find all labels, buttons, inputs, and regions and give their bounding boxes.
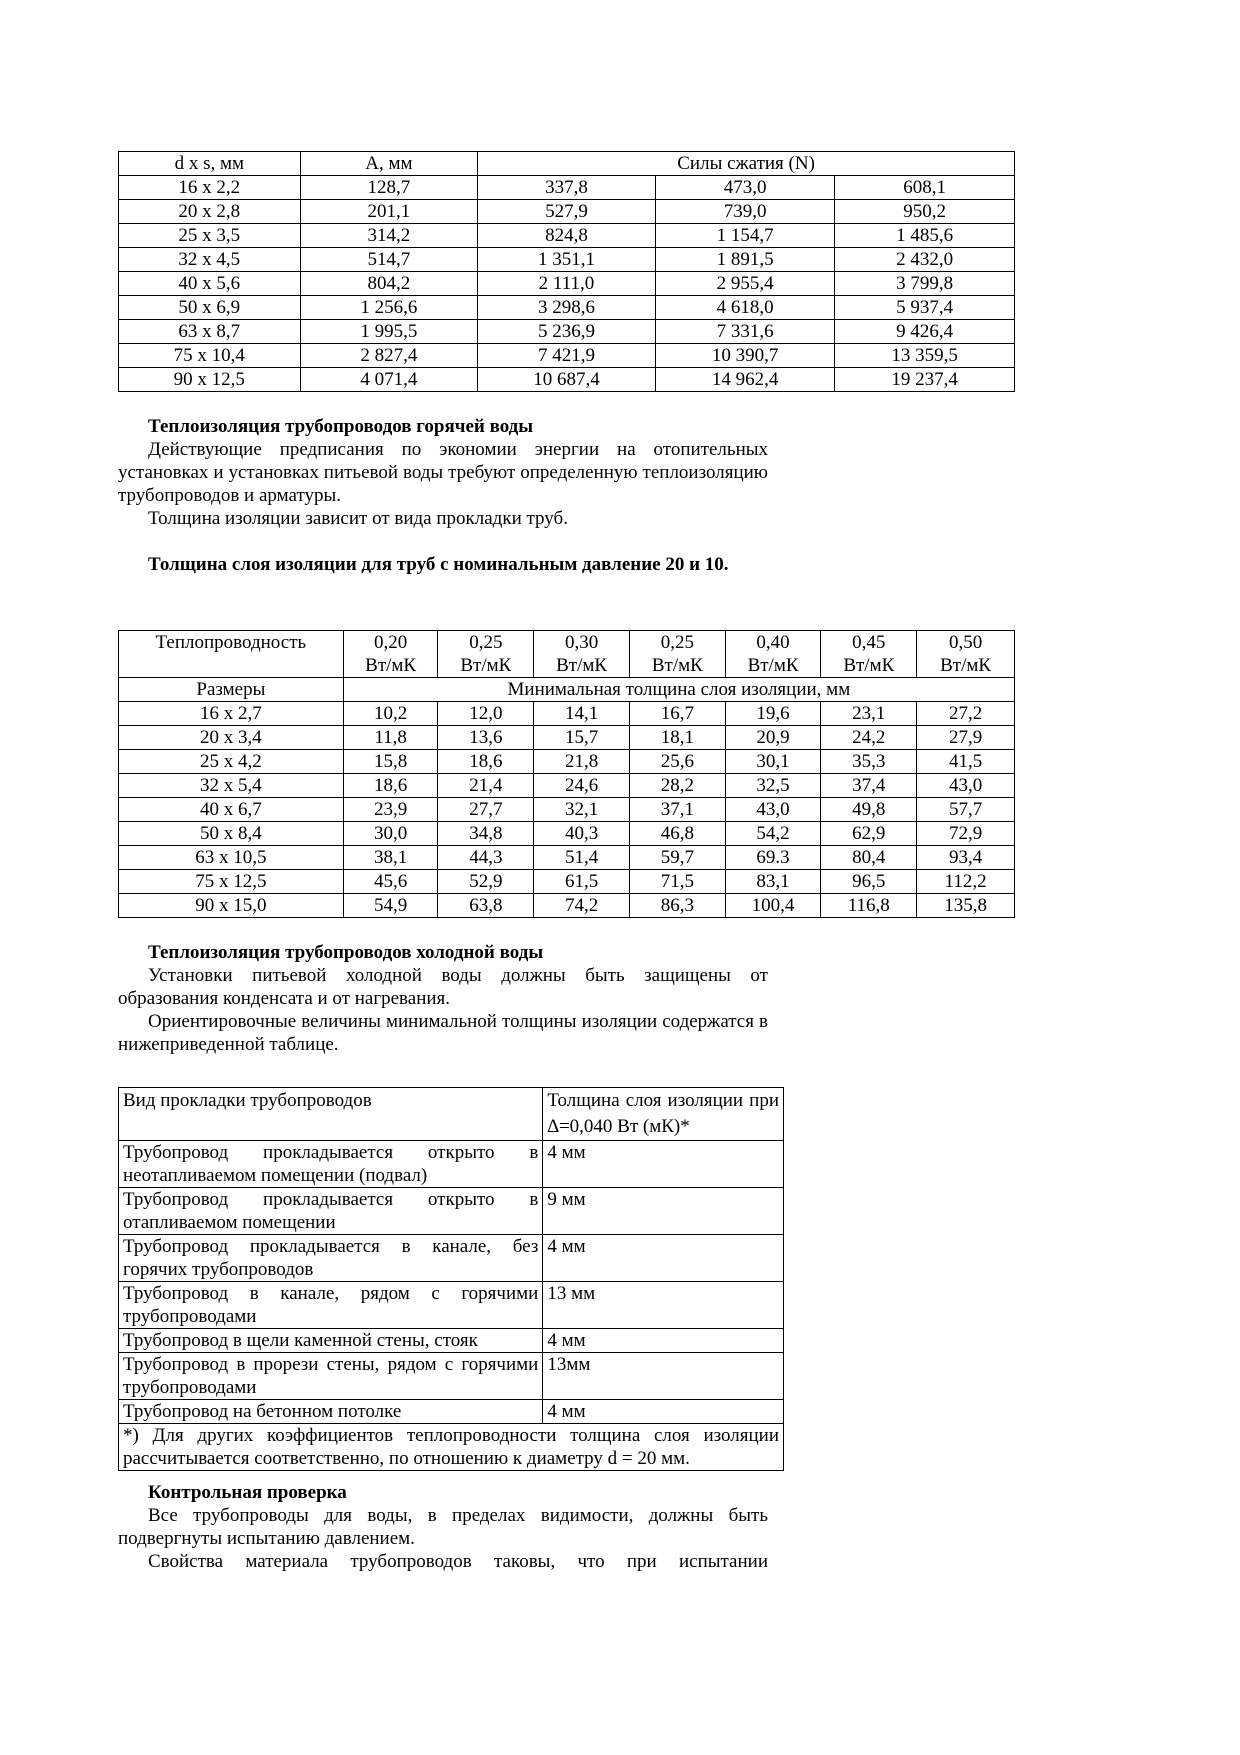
table-cell: 7 421,9	[478, 344, 656, 368]
conductivity-value: 0,25	[660, 632, 694, 653]
table-cell: 93,4	[917, 846, 1015, 870]
control-check-paragraph-2: Свойства материала трубопроводов таковы, что при испытании	[148, 1551, 768, 1572]
hot-water-paragraph-1: Действующие предписания по экономии энергии на отопительных установках и установках питьевой воды требуют определенную теплоизоляцию трубопроводов и арматуры.	[118, 439, 768, 506]
table-row	[119, 750, 1015, 774]
table-cell: 37,4	[821, 774, 917, 798]
table-row	[119, 894, 1015, 918]
table-row	[119, 846, 1015, 870]
table-cell: 19,6	[725, 702, 821, 726]
table-cell: 24,6	[534, 774, 630, 798]
table-cell: 25,6	[629, 750, 725, 774]
thickness-cell: 4 мм	[543, 1235, 784, 1282]
table-cell: 28,2	[629, 774, 725, 798]
header-cell-forces: Силы сжатия (N)	[478, 152, 1015, 176]
table-cell: 71,5	[629, 870, 725, 894]
table-row	[119, 200, 1015, 224]
table-cell: 41,5	[917, 750, 1015, 774]
table-cell: 4 618,0	[655, 296, 835, 320]
table-cell: 24,2	[821, 726, 917, 750]
table-row	[119, 1188, 784, 1235]
table-cell: 86,3	[629, 894, 725, 918]
table-row	[119, 1282, 784, 1329]
table-cell: 80,4	[821, 846, 917, 870]
header-cell-conductivity: Теплопроводность	[119, 631, 344, 678]
table-cell: 128,7	[300, 176, 478, 200]
table-row	[119, 702, 1015, 726]
table-row	[119, 224, 1015, 248]
table-cell: 62,9	[821, 822, 917, 846]
header-cell-conductivity-value	[917, 631, 1015, 678]
table-cell: 10 390,7	[655, 344, 835, 368]
conductivity-unit: Вт/мК	[460, 655, 512, 676]
thickness-cell: 13мм	[543, 1353, 784, 1400]
table-cell: 824,8	[478, 224, 656, 248]
control-check-paragraph-1: Все трубопроводы для воды, в пределах видимости, должны быть подвергнуты испытанию давлением.	[118, 1505, 768, 1549]
table-cell: 63 x 10,5	[119, 846, 344, 870]
table-row	[119, 1353, 784, 1400]
table-cell: 7 331,6	[655, 320, 835, 344]
table-cell: 950,2	[835, 200, 1015, 224]
table-cell: 63 x 8,7	[119, 320, 301, 344]
table-cell: 9 426,4	[835, 320, 1015, 344]
header-cell-conductivity-value	[343, 631, 438, 678]
table-cell: 3 799,8	[835, 272, 1015, 296]
table-row	[119, 774, 1015, 798]
table-cell: 608,1	[835, 176, 1015, 200]
table-cell: 16 x 2,2	[119, 176, 301, 200]
table-cell: 1 995,5	[300, 320, 478, 344]
table-cell: 54,9	[343, 894, 438, 918]
table-cell: 32 x 5,4	[119, 774, 344, 798]
table-cell: 90 x 15,0	[119, 894, 344, 918]
laying-type-cell: Трубопровод на бетонном потолке	[119, 1400, 543, 1424]
table-cell: 34,8	[438, 822, 534, 846]
conductivity-unit: Вт/мК	[365, 655, 417, 676]
cold-water-paragraph-2: Ориентировочные величины минимальной толщины изоляции содержатся в нижеприведенной таблице.	[118, 1011, 768, 1055]
header-cell-conductivity-value	[534, 631, 630, 678]
table-cell: 20 x 2,8	[119, 200, 301, 224]
laying-type-cell: Трубопровод прокладывается открыто в неотапливаемом помещении (подвал)	[119, 1141, 543, 1188]
table-cell: 35,3	[821, 750, 917, 774]
table-subheader-row	[119, 678, 1015, 702]
conductivity-value: 0,30	[564, 632, 599, 653]
table-cell: 21,4	[438, 774, 534, 798]
laying-type-cell: Трубопровод прокладывается открыто в отапливаемом помещении	[119, 1188, 543, 1235]
table-cell: 23,9	[343, 798, 438, 822]
cold-insulation-table	[118, 1087, 784, 1471]
table-cell: 2 827,4	[300, 344, 478, 368]
table-cell: 72,9	[917, 822, 1015, 846]
table-cell: 75 x 10,4	[119, 344, 301, 368]
table-row	[119, 368, 1015, 392]
table-cell: 40,3	[534, 822, 630, 846]
table-cell: 38,1	[343, 846, 438, 870]
header-cell-area: А, мм	[300, 152, 478, 176]
table-cell: 14,1	[534, 702, 630, 726]
laying-type-cell: Трубопровод прокладывается в канале, без горячих трубопроводов	[119, 1235, 543, 1282]
table-cell: 52,9	[438, 870, 534, 894]
table-cell: 2 955,4	[655, 272, 835, 296]
table-cell: 63,8	[438, 894, 534, 918]
table-cell: 46,8	[629, 822, 725, 846]
table-cell: 27,2	[917, 702, 1015, 726]
table-cell: 804,2	[300, 272, 478, 296]
table-cell: 527,9	[478, 200, 656, 224]
conductivity-unit: Вт/мК	[843, 655, 895, 676]
table-cell: 20 x 3,4	[119, 726, 344, 750]
table-cell: 20,9	[725, 726, 821, 750]
header-cell-laying-type: Вид прокладки трубопроводов	[119, 1088, 543, 1141]
table-cell: 25 x 4,2	[119, 750, 344, 774]
table-cell: 4 071,4	[300, 368, 478, 392]
hot-insulation-table	[118, 630, 1015, 918]
table-cell: 61,5	[534, 870, 630, 894]
table-cell: 57,7	[917, 798, 1015, 822]
table-cell: 96,5	[821, 870, 917, 894]
table-cell: 473,0	[655, 176, 835, 200]
cold-water-heading: Теплоизоляция трубопроводов холодной воды	[148, 942, 544, 963]
table-cell: 75 x 12,5	[119, 870, 344, 894]
table-cell: 18,1	[629, 726, 725, 750]
thickness-cell: 4 мм	[543, 1141, 784, 1188]
table-cell: 12,0	[438, 702, 534, 726]
table-cell: 18,6	[438, 750, 534, 774]
table-footnote-row	[119, 1424, 784, 1471]
thickness-cell: 4 мм	[543, 1400, 784, 1424]
table-cell: 13 359,5	[835, 344, 1015, 368]
conductivity-value: 0,20	[373, 632, 408, 653]
laying-type-cell: Трубопровод в канале, рядом с горячими трубопроводами	[119, 1282, 543, 1329]
table-row	[119, 344, 1015, 368]
table-header-row	[119, 152, 1015, 176]
table-cell: 1 154,7	[655, 224, 835, 248]
table-row	[119, 870, 1015, 894]
laying-type-cell: Трубопровод в прорези стены, рядом с горячими трубопроводами	[119, 1353, 543, 1400]
table-cell: 44,3	[438, 846, 534, 870]
table-cell: 43,0	[917, 774, 1015, 798]
conductivity-value: 0,25	[469, 632, 503, 653]
hot-water-heading: Теплоизоляция трубопроводов горячей воды	[148, 416, 534, 437]
table-cell: 14 962,4	[655, 368, 835, 392]
table-cell: 10 687,4	[478, 368, 656, 392]
table-cell: 16 x 2,7	[119, 702, 344, 726]
header-cell-conductivity-value	[629, 631, 725, 678]
table-row	[119, 822, 1015, 846]
table-cell: 13,6	[438, 726, 534, 750]
hot-table-title: Толщина слоя изоляции для труб с номинальным давление 20 и 10.	[148, 554, 729, 575]
table-cell: 2 111,0	[478, 272, 656, 296]
hot-water-paragraph-2: Толщина изоляции зависит от вида прокладки труб.	[148, 508, 568, 529]
table-cell: 3 298,6	[478, 296, 656, 320]
table-cell: 19 237,4	[835, 368, 1015, 392]
table-cell: 90 x 12,5	[119, 368, 301, 392]
table-cell: 1 485,6	[835, 224, 1015, 248]
table-cell: 100,4	[725, 894, 821, 918]
table-cell: 21,8	[534, 750, 630, 774]
table-cell: 15,7	[534, 726, 630, 750]
table-cell: 1 891,5	[655, 248, 835, 272]
table-row	[119, 176, 1015, 200]
conductivity-unit: Вт/мК	[747, 655, 799, 676]
table-header-row	[119, 631, 1015, 678]
table-cell: 45,6	[343, 870, 438, 894]
table-cell: 5 937,4	[835, 296, 1015, 320]
table-cell: 15,8	[343, 750, 438, 774]
header-cell-diameter: d x s, мм	[119, 152, 301, 176]
table-cell: 50 x 6,9	[119, 296, 301, 320]
table-row	[119, 726, 1015, 750]
table-cell: 32,5	[725, 774, 821, 798]
conductivity-unit: Вт/мК	[556, 655, 608, 676]
table-row	[119, 798, 1015, 822]
table-header-row	[119, 1088, 784, 1141]
header-cell-sizes: Размеры	[119, 678, 344, 702]
table-row	[119, 320, 1015, 344]
table-cell: 37,1	[629, 798, 725, 822]
header-cell-conductivity-value	[821, 631, 917, 678]
table-cell: 27,9	[917, 726, 1015, 750]
table-cell: 43,0	[725, 798, 821, 822]
cold-water-paragraph-1: Установки питьевой холодной воды должны быть защищены от образования конденсата и от нагревания.	[118, 965, 768, 1009]
laying-type-cell: Трубопровод в щели каменной стены, стояк	[119, 1329, 543, 1353]
table-cell: 1 256,6	[300, 296, 478, 320]
conductivity-value: 0,45	[852, 632, 886, 653]
compression-forces-table	[118, 151, 1015, 392]
thickness-cell: 9 мм	[543, 1188, 784, 1235]
conductivity-value: 0,50	[948, 632, 983, 653]
thickness-cell: 13 мм	[543, 1282, 784, 1329]
table-cell: 201,1	[300, 200, 478, 224]
table-cell: 1 351,1	[478, 248, 656, 272]
table-cell: 11,8	[343, 726, 438, 750]
table-row	[119, 248, 1015, 272]
header-cell-thickness: Толщина слоя изоляции при ∆=0,040 Вт (мК)*	[543, 1088, 784, 1141]
table-cell: 2 432,0	[835, 248, 1015, 272]
table-cell: 50 x 8,4	[119, 822, 344, 846]
footnote-cell: *) Для других коэффициентов теплопроводности толщина слоя изоляции рассчитывается соответственно, по отношению к диаметру d = 20 мм.	[119, 1424, 784, 1471]
table-row	[119, 296, 1015, 320]
table-cell: 514,7	[300, 248, 478, 272]
table-cell: 54,2	[725, 822, 821, 846]
table-cell: 112,2	[917, 870, 1015, 894]
table-cell: 314,2	[300, 224, 478, 248]
table-cell: 49,8	[821, 798, 917, 822]
conductivity-unit: Вт/мК	[940, 655, 992, 676]
table-cell: 5 236,9	[478, 320, 656, 344]
table-row	[119, 1400, 784, 1424]
table-cell: 30,1	[725, 750, 821, 774]
table-cell: 51,4	[534, 846, 630, 870]
table-row	[119, 1329, 784, 1353]
thickness-cell: 4 мм	[543, 1329, 784, 1353]
header-cell-min-thickness: Минимальная толщина слоя изоляции, мм	[343, 678, 1014, 702]
control-check-heading: Контрольная проверка	[148, 1482, 347, 1503]
header-cell-conductivity-value	[725, 631, 821, 678]
table-cell: 337,8	[478, 176, 656, 200]
table-cell: 32 x 4,5	[119, 248, 301, 272]
header-cell-conductivity-value	[438, 631, 534, 678]
table-cell: 27,7	[438, 798, 534, 822]
table-row	[119, 1235, 784, 1282]
table-cell: 25 x 3,5	[119, 224, 301, 248]
table-cell: 74,2	[534, 894, 630, 918]
table-cell: 10,2	[343, 702, 438, 726]
table-cell: 16,7	[629, 702, 725, 726]
table-cell: 30,0	[343, 822, 438, 846]
table-cell: 40 x 5,6	[119, 272, 301, 296]
table-cell: 32,1	[534, 798, 630, 822]
table-cell: 59,7	[629, 846, 725, 870]
table-cell: 739,0	[655, 200, 835, 224]
table-cell: 116,8	[821, 894, 917, 918]
table-cell: 83,1	[725, 870, 821, 894]
table-cell: 23,1	[821, 702, 917, 726]
table-cell: 69.3	[725, 846, 821, 870]
conductivity-unit: Вт/мК	[651, 655, 703, 676]
table-cell: 18,6	[343, 774, 438, 798]
conductivity-value: 0,40	[756, 632, 790, 653]
table-row	[119, 272, 1015, 296]
table-cell: 40 x 6,7	[119, 798, 344, 822]
table-row	[119, 1141, 784, 1188]
table-cell: 135,8	[917, 894, 1015, 918]
